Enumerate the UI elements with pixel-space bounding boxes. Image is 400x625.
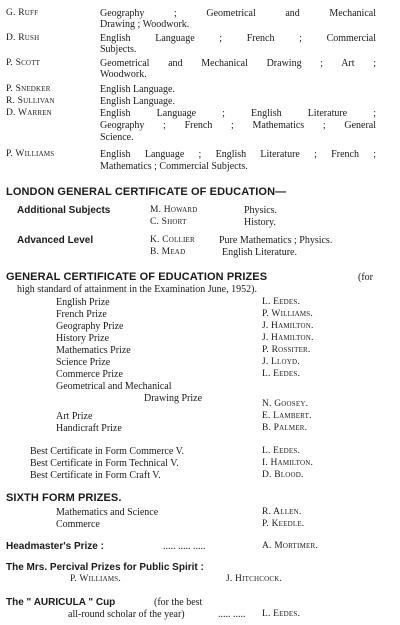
staff-subjects: Drawing ; Woodwork. xyxy=(100,19,190,30)
staff-subjects: Geography ; Geometrical and Mechanical xyxy=(100,8,376,19)
staff-subjects: Subjects. xyxy=(100,44,137,55)
prize-name: History Prize xyxy=(56,333,110,344)
prize-name: Geometrical and Mechanical xyxy=(56,381,172,392)
staff-name: R. Sullivan xyxy=(6,96,55,106)
prize-winner: J. Hamilton. xyxy=(262,321,314,331)
staff-subjects: Geometrical and Mechanical Drawing ; Art ; xyxy=(100,58,376,69)
prize-name: Science Prize xyxy=(56,357,111,368)
gce-name: B. Mead xyxy=(150,247,186,257)
advanced-level-label: Advanced Level xyxy=(17,235,94,246)
staff-subjects: English Language ; English Literature ; xyxy=(100,108,376,119)
staff-subjects: Woodwork. xyxy=(100,69,147,80)
headmaster-prize-label: Headmaster's Prize : xyxy=(6,541,104,552)
gce-name: C. Short xyxy=(150,217,187,227)
staff-name: D. Rush xyxy=(6,33,40,43)
prize-name: Best Certificate in Form Commerce V. xyxy=(30,446,185,457)
prize-winner: J. Hitchcock. xyxy=(226,574,283,584)
prize-name: Commerce xyxy=(56,519,100,530)
prize-winner: I. Hamilton. xyxy=(262,458,314,468)
gce-subject: History. xyxy=(244,217,276,228)
gce-name: M. Howard xyxy=(150,205,198,215)
percival-heading: The Mrs. Percival Prizes for Public Spirit : xyxy=(6,562,204,573)
prize-winner: D. Blood. xyxy=(262,470,304,480)
staff-subjects: Geography ; French ; Mathematics ; General xyxy=(100,120,376,131)
gce-prizes-heading: GENERAL CERTIFICATE OF EDUCATION PRIZES xyxy=(6,271,268,283)
staff-subjects: English Language ; French ; Commercial xyxy=(100,33,376,44)
prize-winner: R. Allen. xyxy=(262,507,302,517)
prize-name: Mathematics Prize xyxy=(56,345,131,356)
staff-name: D. Warren xyxy=(6,108,52,118)
prize-name: Best Certificate in Form Craft V. xyxy=(30,470,161,481)
prize-name: Handicraft Prize xyxy=(56,423,122,434)
london-heading: LONDON GENERAL CERTIFICATE OF EDUCATION— xyxy=(6,186,287,198)
prize-name: Commerce Prize xyxy=(56,369,123,380)
prize-winner: L. Eedes. xyxy=(262,446,301,456)
auricula-note-cont: all-round scholar of the year) xyxy=(68,609,185,620)
prize-winner: L. Eedes. xyxy=(262,297,301,307)
gce-name: K. Collier xyxy=(150,235,195,245)
auricula-heading: The " AURICULA " Cup xyxy=(6,597,116,608)
gce-prizes-subline: high standard of attainment in the Examination June, 1952). xyxy=(17,284,257,295)
prize-winner: B. Palmer. xyxy=(262,423,308,433)
staff-name: P. Scott xyxy=(6,58,41,68)
staff-subjects: English Language. xyxy=(100,84,175,95)
staff-subjects: Science. xyxy=(100,132,134,143)
prize-name: Geography Prize xyxy=(56,321,124,332)
staff-subjects: English Language ; English Literature ; French ; xyxy=(100,149,376,160)
prize-winner: A. Mortimer. xyxy=(262,541,318,551)
gce-subject: English Literature. xyxy=(222,247,297,258)
gce-subject: Physics. xyxy=(244,205,278,216)
staff-name: P. Snedker xyxy=(6,84,51,94)
prize-winner: P. Williams. xyxy=(70,574,121,584)
prize-name: French Prize xyxy=(56,309,107,320)
prize-name: Mathematics and Science xyxy=(56,507,159,518)
staff-name: G. Ruff xyxy=(6,8,39,18)
prize-winner: P. Rossiter. xyxy=(262,345,311,355)
prize-winner: P. Williams. xyxy=(262,309,313,319)
prize-winner: J. Hamilton. xyxy=(262,333,314,343)
gce-subject: Pure Mathematics ; Physics. xyxy=(219,235,333,246)
prize-name: Art Prize xyxy=(56,411,93,422)
prize-name: English Prize xyxy=(56,297,110,308)
gce-prizes-heading-tail: (for xyxy=(358,272,373,283)
prize-winner: N. Goosey. xyxy=(262,399,309,409)
prize-winner: L. Eedes. xyxy=(262,609,301,619)
leader-dots: ..... ..... xyxy=(218,609,246,620)
auricula-note: (for the best xyxy=(154,597,203,608)
leader-dots: ..... ..... ..... xyxy=(163,541,206,552)
staff-subjects: Mathematics ; Commercial Subjects. xyxy=(100,161,248,172)
prize-name-cont: Drawing Prize xyxy=(144,393,203,404)
prize-winner: E. Lambert. xyxy=(262,411,312,421)
additional-subjects-label: Additional Subjects xyxy=(17,205,111,216)
prize-name: Best Certificate in Form Technical V. xyxy=(30,458,179,469)
staff-subjects: English Language. xyxy=(100,96,175,107)
prize-winner: J. Lloyd. xyxy=(262,357,300,367)
sixth-form-heading: SIXTH FORM PRIZES. xyxy=(6,492,122,504)
prize-winner: L. Eedes. xyxy=(262,369,301,379)
prize-winner: P. Keedle. xyxy=(262,519,305,529)
staff-name: P. Williams xyxy=(6,149,55,159)
